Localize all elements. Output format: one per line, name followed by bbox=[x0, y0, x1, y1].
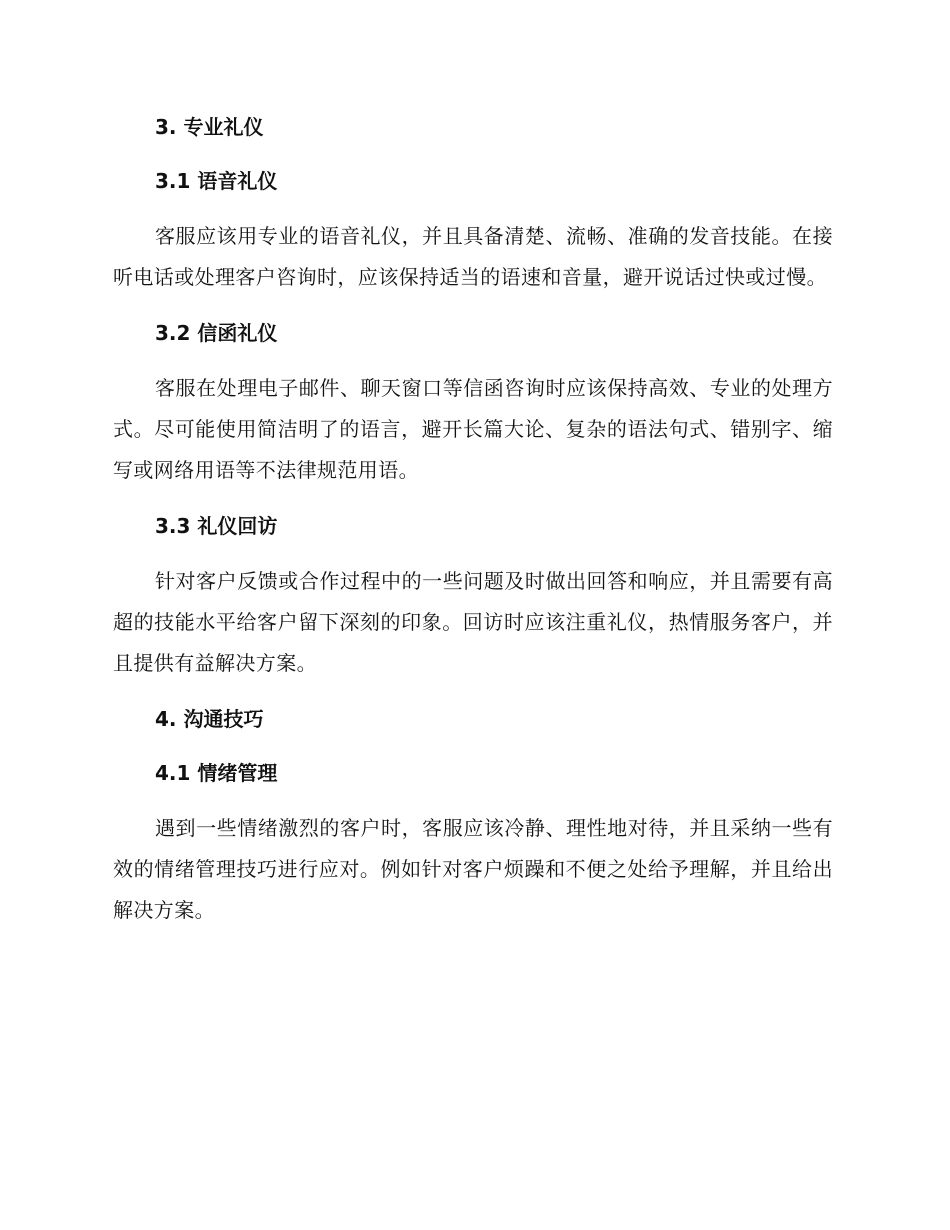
section-heading-4: 4. 沟通技巧 bbox=[155, 707, 264, 731]
paragraph-voice-etiquette: 客服应该用专业的语音礼仪，并且具备清楚、流畅、准确的发音技能。在接听电话或处理客户咨询时，应该保持适当的语速和音量，避开说话过快或过慢。 bbox=[113, 224, 833, 289]
paragraph-emotion-management: 遇到一些情绪激烈的客户时，客服应该冷静、理性地对待，并且采纳一些有效的情绪管理技巧进行应对。例如针对客户烦躁和不便之处给予理解，并且给出解决方案。 bbox=[113, 816, 833, 922]
section-heading-3-3: 3.3 礼仪回访 bbox=[155, 514, 278, 538]
section-heading-3: 3. 专业礼仪 bbox=[155, 115, 264, 139]
document-content bbox=[113, 108, 833, 947]
section-heading-3-2: 3.2 信函礼仪 bbox=[155, 321, 278, 345]
section-heading-4-1: 4.1 情绪管理 bbox=[155, 761, 278, 785]
paragraph-letter-etiquette: 客服在处理电子邮件、聊天窗口等信函咨询时应该保持高效、专业的处理方式。尽可能使用简洁明了的语言，避开长篇大论、复杂的语法句式、错别字、缩写或网络用语等不法律规范用语。 bbox=[113, 376, 833, 482]
paragraph-follow-up-etiquette: 针对客户反馈或合作过程中的一些问题及时做出回答和响应，并且需要有高超的技能水平给客户留下深刻的印象。回访时应该注重礼仪，热情服务客户，并且提供有益解决方案。 bbox=[113, 569, 833, 675]
section-heading-3-1: 3.1 语音礼仪 bbox=[155, 169, 278, 193]
